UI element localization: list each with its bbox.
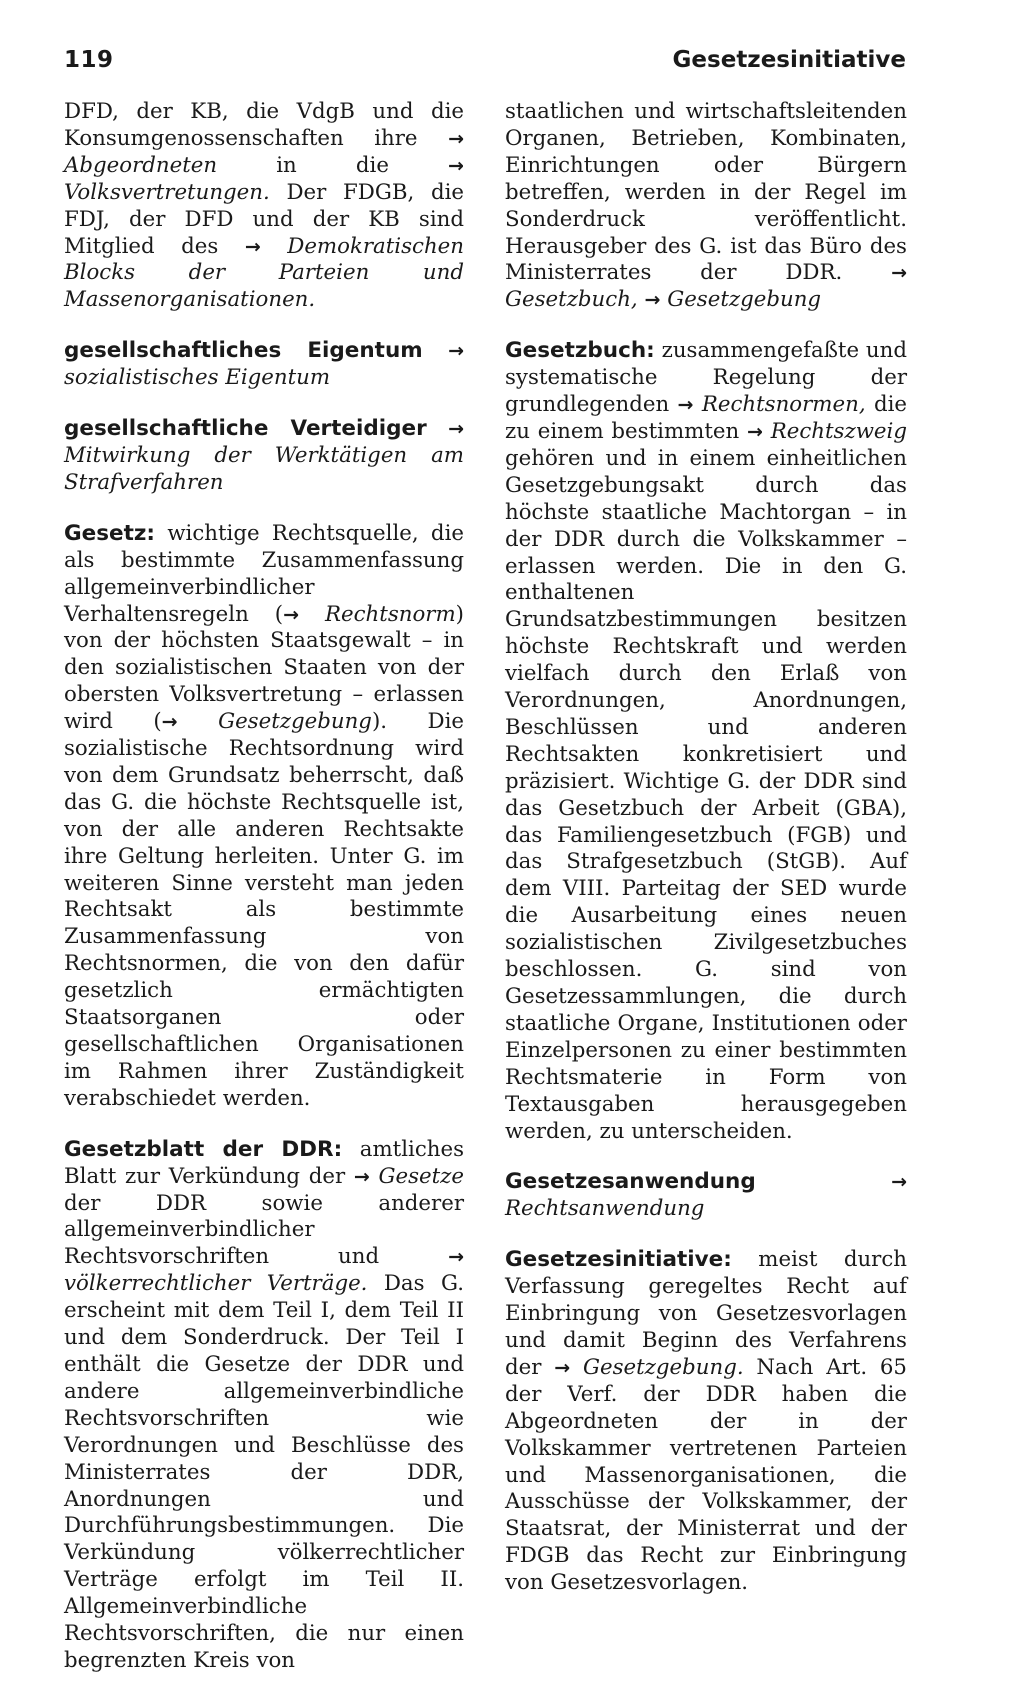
cross-reference[interactable]: Gesetzgebung <box>218 709 372 735</box>
entry-gesellschaftliches-eigentum <box>64 338 464 392</box>
cross-reference[interactable]: Mitwirkung der Werktätigen am Strafverfahren <box>64 442 464 495</box>
cross-reference[interactable]: Volksvertretungen. <box>64 179 270 205</box>
entry-text: der DDR sowie anderer allgemeinverbindlicher Rechtsvorschriften und <box>64 1190 464 1270</box>
cross-reference[interactable]: Gesetzgebung. <box>582 1354 744 1380</box>
entry-text: amtliches Blatt zur Verkündung der <box>64 1136 464 1189</box>
entry-gesetzesanwendung <box>505 1169 907 1223</box>
entry-text: wichtige Rechtsquelle, die als bestimmte Zusammenfassung allgemeinverbindlicher Verhaltensregeln ( <box>64 520 464 627</box>
entry-text: meist durch Verfassung geregeltes Recht auf Einbringung von Gesetzesvorlagen und damit Beginn des Verfahrens der <box>505 1247 907 1380</box>
arrow-icon: → <box>448 127 464 150</box>
arrow-icon: → <box>554 1356 571 1379</box>
entry-text: ). Die sozialistische Rechtsordnung wird von dem Grundsatz beherrscht, daß das G. die höchste Rechtsquelle ist, von der alle anderen Rechtsakte ihre Geltung herleiten. Unter G. im weiteren Sinne versteht man jeden Rechtsakt als bestimmte Zusammenfassung von Rechtsnormen, die von den dafür gesetzlich ermächtigten Staatsorganen oder gesellschaftlichen Organisationen im Rahmen ihrer Zuständigkeit verabschiedet werden. <box>64 709 464 1111</box>
headword: gesellschaftliches Eigentum <box>64 338 423 364</box>
headword: gesellschaftliche Verteidiger <box>64 416 427 442</box>
entry-gesetz <box>64 521 464 1113</box>
arrow-icon: → <box>448 418 464 441</box>
entry-text: die zu einem bestimmten <box>505 392 907 444</box>
entry-text: Nach Art. 65 der Verf. der DDR haben die Abgeordneten der in der Volkskammer vertretenen Parteien und Massenorganisationen, die Ausschüsse der Volkskammer, der Staatsrat, der Ministerrat und der FDGB das Recht zur Einbringung von Gesetzesvorlagen. <box>505 1354 907 1596</box>
cross-reference[interactable]: sozialistisches Eigentum <box>64 365 331 391</box>
entry-text: gehören und in einem einheitlichen Gesetzgebungsakt durch das höchste staatliche Machtorgan – in der DDR durch die Volkskammer – erlassen werden. Die in den G. enthaltenen Grundsatzbestimmungen besitzen höchste Rechtskraft und werden vielfach durch den Erlaß von Verordnungen, Anordnungen, Beschlüssen und anderen Rechtsakten konkretisiert und präzisiert. Wichtige G. der DDR sind das Gesetzbuch der Arbeit (GBA), das Familiengesetzbuch (FGB) und das Strafgesetzbuch (StGB). Auf dem VIII. Parteitag der SED wurde die Ausarbeitung eines neuen sozialistischen Zivilgesetzbuches beschlossen. G. sind von Gesetzessammlungen, die durch staatliche Organe, Institutionen oder Einzelpersonen zu einer bestimmten Rechtsmaterie in Form von Textausgaben herausgegeben werden, zu unterscheiden. <box>505 445 907 1144</box>
arrow-icon: → <box>161 711 178 734</box>
cross-reference[interactable]: Rechtsanwendung <box>505 1196 705 1222</box>
arrow-icon: → <box>677 394 694 417</box>
left-column <box>64 99 464 1699</box>
arrow-icon: → <box>283 603 299 626</box>
cross-reference[interactable]: Demokratischen Blocks der Parteien und Massenorganisationen. <box>64 233 464 313</box>
entry-text: Der FDGB, die FDJ, der DFD und der KB sind Mitglied des <box>64 179 464 259</box>
arrow-icon: → <box>644 289 661 312</box>
arrow-icon: → <box>448 340 464 363</box>
headword: Gesetz: <box>64 520 155 546</box>
entry-gesellschaftliche-verteidiger <box>64 416 464 497</box>
entry-continuation <box>64 99 464 314</box>
entry-gesetzesinitiative <box>505 1247 907 1597</box>
arrow-icon: → <box>891 262 907 285</box>
entry-text: Das G. erscheint mit dem Teil I, dem Teil II und dem Sonderdruck. Der Teil I enthält die Gesetze der DDR und andere allgemeinverbindliche Rechtsvorschriften wie Verordnungen und Beschlüsse des Ministerrates der DDR, Anordnungen und Durchführungsbestimmungen. Die Verkündung völkerrechtlicher Verträge erfolgt im Teil II. Allgemeinverbindliche Rechtsvorschriften, die nur einen begrenzten Kreis von <box>64 1271 464 1673</box>
arrow-icon: → <box>891 1171 907 1194</box>
entry-text: staatlichen und wirtschaftsleitenden Organen, Betrieben, Kombinaten, Einrichtungen oder Bürgern betreffen, werden in der Regel im Sonderdruck veröffentlicht. Herausgeber des G. ist das Büro des Ministerrates der DDR. <box>505 99 907 286</box>
entry-gesetzblatt <box>64 1137 464 1675</box>
cross-reference[interactable]: Rechtsnorm <box>324 601 456 627</box>
headword: Gesetzbuch: <box>505 338 655 364</box>
cross-reference[interactable]: Rechtszweig <box>770 418 907 444</box>
cross-reference[interactable]: Rechtsnormen, <box>701 392 866 418</box>
arrow-icon: → <box>353 1165 370 1188</box>
headword: Gesetzesinitiative: <box>505 1247 732 1273</box>
cross-reference[interactable]: Gesetze <box>378 1163 464 1189</box>
cross-reference[interactable]: Gesetzgebung <box>667 287 822 313</box>
right-column <box>505 99 907 1621</box>
arrow-icon: → <box>244 235 261 258</box>
entry-text: zusammengefaßte und systematische Regelung der grundlegenden <box>505 338 907 418</box>
entry-gesetzbuch <box>505 338 907 1145</box>
headword: Gesetzblatt der DDR: <box>64 1136 343 1162</box>
entry-text: in die <box>276 152 389 178</box>
running-head: Gesetzesinitiative <box>672 47 906 73</box>
cross-reference[interactable]: Gesetzbuch, <box>505 287 638 313</box>
headword: Gesetzesanwendung <box>505 1169 756 1195</box>
arrow-icon: → <box>448 154 464 177</box>
page-number: 119 <box>64 47 114 73</box>
entry-text: DFD, der KB, die VdgB und die Konsumgenossenschaften ihre <box>64 99 464 151</box>
entry-continuation <box>505 99 907 314</box>
cross-reference[interactable]: völkerrechtlicher Verträge. <box>64 1271 368 1297</box>
cross-reference[interactable]: Abgeordneten <box>64 152 218 178</box>
entry-text: ) von der höchsten Staatsgewalt – in den sozialistischen Staaten von der obersten Volksvertretung – erlassen wird ( <box>64 601 464 735</box>
arrow-icon: → <box>448 1246 464 1269</box>
arrow-icon: → <box>747 420 763 443</box>
